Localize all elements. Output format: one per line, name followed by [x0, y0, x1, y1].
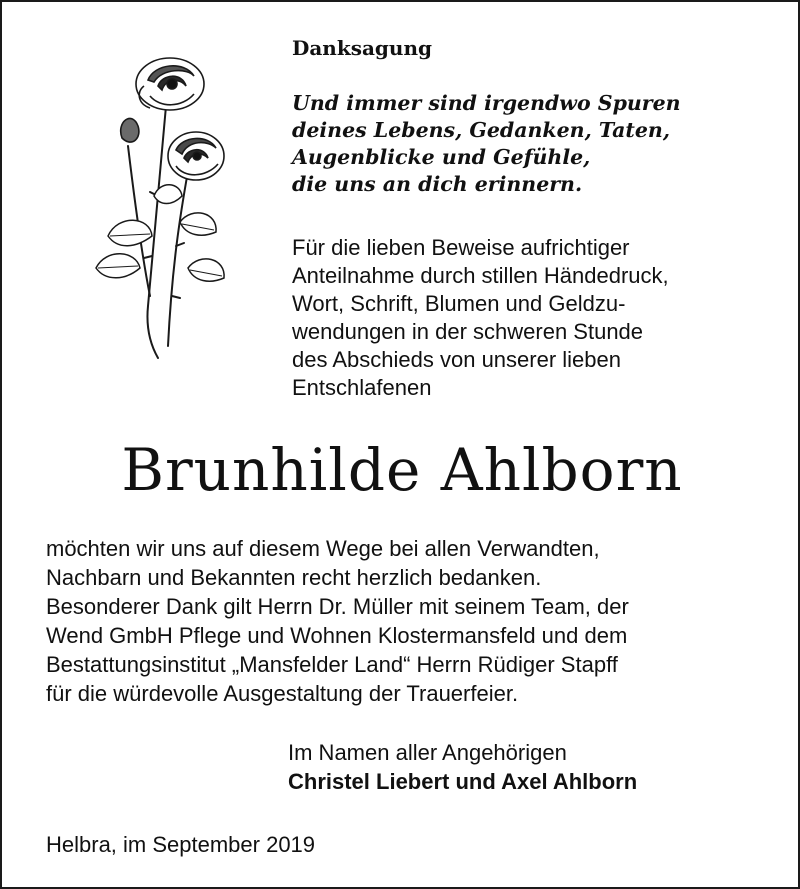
intro-text	[292, 234, 669, 402]
intro-line: Anteilnahme durch stillen Händedruck,	[292, 263, 669, 288]
rose-illustration	[88, 46, 248, 364]
intro-line: wendungen in der schweren Stunde	[292, 319, 644, 344]
thanks-line: Nachbarn und Bekannten recht herzlich bedanken.	[46, 565, 542, 590]
intro-line: Für die lieben Beweise aufrichtiger	[292, 235, 630, 260]
thanks-line: Besonderer Dank gilt Herrn Dr. Müller mit seinem Team, der	[46, 594, 629, 619]
verse-line: deines Lebens, Gedanken, Taten,	[292, 118, 670, 142]
verse-line: die uns an dich erinnern.	[292, 172, 583, 196]
thanks-line: möchten wir uns auf diesem Wege bei allen Verwandten,	[46, 536, 600, 561]
intro-line: des Abschieds von unserer lieben	[292, 347, 621, 372]
place-and-date: Helbra, im September 2019	[46, 832, 316, 857]
thanks-text	[46, 534, 629, 708]
signature-line: Im Namen aller Angehörigen	[288, 740, 567, 765]
thanks-line: Wend GmbH Pflege und Wohnen Klostermansfeld und dem	[46, 623, 628, 648]
verse-line: Und immer sind irgendwo Spuren	[292, 91, 681, 115]
signature-block	[288, 738, 637, 796]
intro-line: Entschlafenen	[292, 375, 432, 400]
signature-names: Christel Liebert und Axel Ahlborn	[288, 769, 638, 794]
verse-line: Augenblicke und Gefühle,	[292, 145, 591, 169]
deceased-name: Brunhilde Ahlborn	[121, 436, 683, 504]
thanks-line: Bestattungsinstitut „Mansfelder Land“ Herrn Rüdiger Stapff	[46, 652, 618, 677]
thanks-line: für die würdevolle Ausgestaltung der Trauerfeier.	[46, 681, 519, 706]
notice-heading: Danksagung	[292, 36, 432, 60]
memorial-verse	[292, 90, 681, 198]
intro-line: Wort, Schrift, Blumen und Geldzu-	[292, 291, 626, 316]
